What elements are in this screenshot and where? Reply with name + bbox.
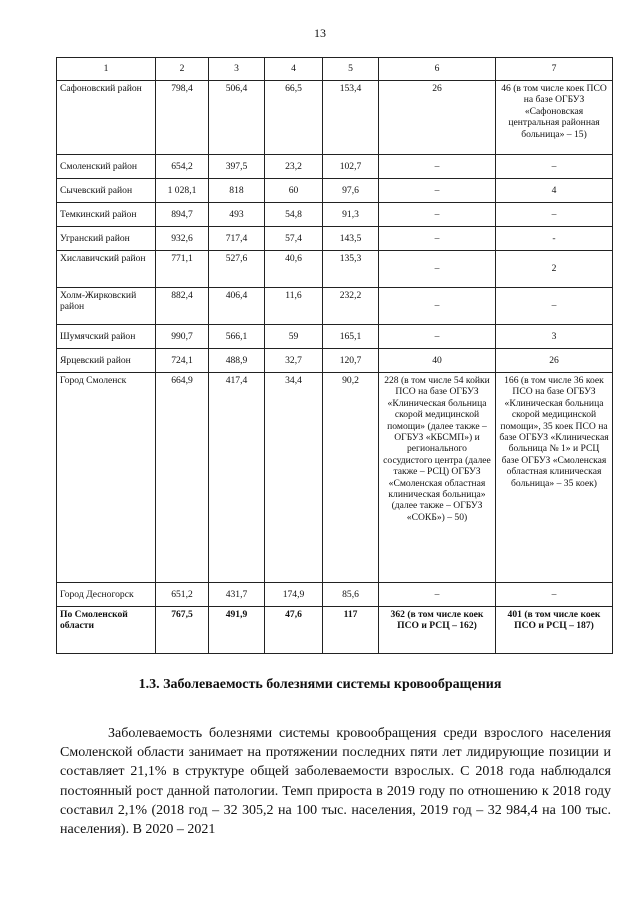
value-cell: 120,7 bbox=[323, 349, 379, 373]
value-cell: 165,1 bbox=[323, 325, 379, 349]
value-cell: 91,3 bbox=[323, 203, 379, 227]
value-cell: 232,2 bbox=[323, 288, 379, 325]
value-cell: 2 bbox=[496, 251, 613, 288]
value-cell: 651,2 bbox=[156, 583, 209, 607]
value-cell: 566,1 bbox=[209, 325, 265, 349]
value-cell: 46 (в том числе коек ПСО на базе ОГБУЗ «Сафоновская центральная районная больница» – 15) bbox=[496, 81, 613, 155]
value-cell: 406,4 bbox=[209, 288, 265, 325]
value-cell: 3 bbox=[496, 325, 613, 349]
table-total-row bbox=[57, 607, 613, 654]
value-cell: 47,6 bbox=[265, 607, 323, 654]
region-name-cell: Холм-Жирковский район bbox=[57, 288, 156, 325]
value-cell: 4 bbox=[496, 179, 613, 203]
table-header-cell: 6 bbox=[379, 58, 496, 81]
region-name-cell: Ярцевский район bbox=[57, 349, 156, 373]
table-header-cell: 5 bbox=[323, 58, 379, 81]
value-cell: 66,5 bbox=[265, 81, 323, 155]
value-cell: 818 bbox=[209, 179, 265, 203]
table-header-cell: 2 bbox=[156, 58, 209, 81]
value-cell: 166 (в том числе 36 коек ПСО на базе ОГБУЗ «Клиническая больница скорой медицинской помощи», 35 коек ПСО на базе ОГБУЗ «Клиническая больница № 1» и РСЦ базе ОГБУЗ «Смоленская областная клиническая больница» – 35 коек) bbox=[496, 373, 613, 583]
value-cell: 26 bbox=[496, 349, 613, 373]
value-cell: 11,6 bbox=[265, 288, 323, 325]
value-cell: 493 bbox=[209, 203, 265, 227]
value-cell: – bbox=[379, 251, 496, 288]
table-row bbox=[57, 155, 613, 179]
value-cell: 527,6 bbox=[209, 251, 265, 288]
value-cell: 54,8 bbox=[265, 203, 323, 227]
region-name-cell: Сафоновский район bbox=[57, 81, 156, 155]
value-cell: 26 bbox=[379, 81, 496, 155]
value-cell: 174,9 bbox=[265, 583, 323, 607]
body-paragraph: Заболеваемость болезнями системы кровообращения среди взрослого населения Смоленской области занимает на протяжении последних пяти лет лидирующие позиции и составляет 21,1% в структуре общей заболеваемости взрослых. С 2018 года наблюдался постоянный рост данной патологии. Темп прироста в 2019 году по отношению к 2018 году составил 2,1% (2018 год – 32 305,2 на 100 тыс. населения, 2019 год – 32 984,4 на 100 тыс. населения). В 2020 – 2021 bbox=[60, 726, 611, 838]
table-row bbox=[57, 349, 613, 373]
value-cell: 397,5 bbox=[209, 155, 265, 179]
value-cell: 431,7 bbox=[209, 583, 265, 607]
value-cell: – bbox=[379, 203, 496, 227]
table-row bbox=[57, 203, 613, 227]
value-cell: 990,7 bbox=[156, 325, 209, 349]
value-cell: 401 (в том числе коек ПСО и РСЦ – 187) bbox=[496, 607, 613, 654]
value-cell: 117 bbox=[323, 607, 379, 654]
section-heading: 1.3. Заболеваемость болезнями системы кровообращения bbox=[138, 677, 502, 692]
value-cell: - bbox=[496, 227, 613, 251]
value-cell: 417,4 bbox=[209, 373, 265, 583]
region-name-cell: Угранский район bbox=[57, 227, 156, 251]
value-cell: 491,9 bbox=[209, 607, 265, 654]
table-header-row bbox=[57, 58, 613, 81]
value-cell: 506,4 bbox=[209, 81, 265, 155]
value-cell: 102,7 bbox=[323, 155, 379, 179]
table-row bbox=[57, 325, 613, 349]
value-cell: – bbox=[496, 583, 613, 607]
value-cell: 1 028,1 bbox=[156, 179, 209, 203]
region-name-cell: Хиславичский район bbox=[57, 251, 156, 288]
value-cell: 34,4 bbox=[265, 373, 323, 583]
value-cell: 59 bbox=[265, 325, 323, 349]
value-cell: 135,3 bbox=[323, 251, 379, 288]
table-header-cell: 7 bbox=[496, 58, 613, 81]
statistics-table bbox=[56, 57, 613, 654]
value-cell: 40,6 bbox=[265, 251, 323, 288]
value-cell: – bbox=[496, 288, 613, 325]
value-cell: 798,4 bbox=[156, 81, 209, 155]
value-cell: 57,4 bbox=[265, 227, 323, 251]
table-row bbox=[57, 179, 613, 203]
page-number: 13 bbox=[314, 26, 326, 40]
region-name-cell: Шумячский район bbox=[57, 325, 156, 349]
value-cell: 654,2 bbox=[156, 155, 209, 179]
value-cell: 771,1 bbox=[156, 251, 209, 288]
value-cell: 143,5 bbox=[323, 227, 379, 251]
value-cell: 724,1 bbox=[156, 349, 209, 373]
table-header-cell: 4 bbox=[265, 58, 323, 81]
value-cell: – bbox=[379, 583, 496, 607]
value-cell: 153,4 bbox=[323, 81, 379, 155]
value-cell: 228 (в том числе 54 койки ПСО на базе ОГБУЗ «Клиническая больница скорой медицинской помощи» (далее также – ОГБУЗ «КБСМП») и регионального сосудистого центра (далее также – РСЦ) ОГБУЗ «Смоленская областная клиническая больница» (далее также – ОГБУЗ «СОКБ») – 50) bbox=[379, 373, 496, 583]
value-cell: 40 bbox=[379, 349, 496, 373]
value-cell: 882,4 bbox=[156, 288, 209, 325]
table-row bbox=[57, 81, 613, 155]
table-header-cell: 3 bbox=[209, 58, 265, 81]
table-row bbox=[57, 373, 613, 583]
value-cell: 932,6 bbox=[156, 227, 209, 251]
table-row bbox=[57, 288, 613, 325]
region-name-cell: Сычевский район bbox=[57, 179, 156, 203]
table-row bbox=[57, 227, 613, 251]
value-cell: – bbox=[496, 155, 613, 179]
value-cell: – bbox=[496, 203, 613, 227]
region-name-cell: Темкинский район bbox=[57, 203, 156, 227]
value-cell: – bbox=[379, 288, 496, 325]
region-name-cell: По Смоленской области bbox=[57, 607, 156, 654]
region-name-cell: Смоленский район bbox=[57, 155, 156, 179]
value-cell: – bbox=[379, 227, 496, 251]
value-cell: 664,9 bbox=[156, 373, 209, 583]
value-cell: 717,4 bbox=[209, 227, 265, 251]
value-cell: 90,2 bbox=[323, 373, 379, 583]
value-cell: 767,5 bbox=[156, 607, 209, 654]
region-name-cell: Город Смоленск bbox=[57, 373, 156, 583]
table-row bbox=[57, 251, 613, 288]
table-row bbox=[57, 583, 613, 607]
value-cell: – bbox=[379, 155, 496, 179]
value-cell: – bbox=[379, 179, 496, 203]
table-header-cell: 1 bbox=[57, 58, 156, 81]
value-cell: 362 (в том числе коек ПСО и РСЦ – 162) bbox=[379, 607, 496, 654]
value-cell: 894,7 bbox=[156, 203, 209, 227]
value-cell: – bbox=[379, 325, 496, 349]
value-cell: 23,2 bbox=[265, 155, 323, 179]
region-name-cell: Город Десногорск bbox=[57, 583, 156, 607]
value-cell: 32,7 bbox=[265, 349, 323, 373]
value-cell: 488,9 bbox=[209, 349, 265, 373]
value-cell: 85,6 bbox=[323, 583, 379, 607]
value-cell: 97,6 bbox=[323, 179, 379, 203]
value-cell: 60 bbox=[265, 179, 323, 203]
